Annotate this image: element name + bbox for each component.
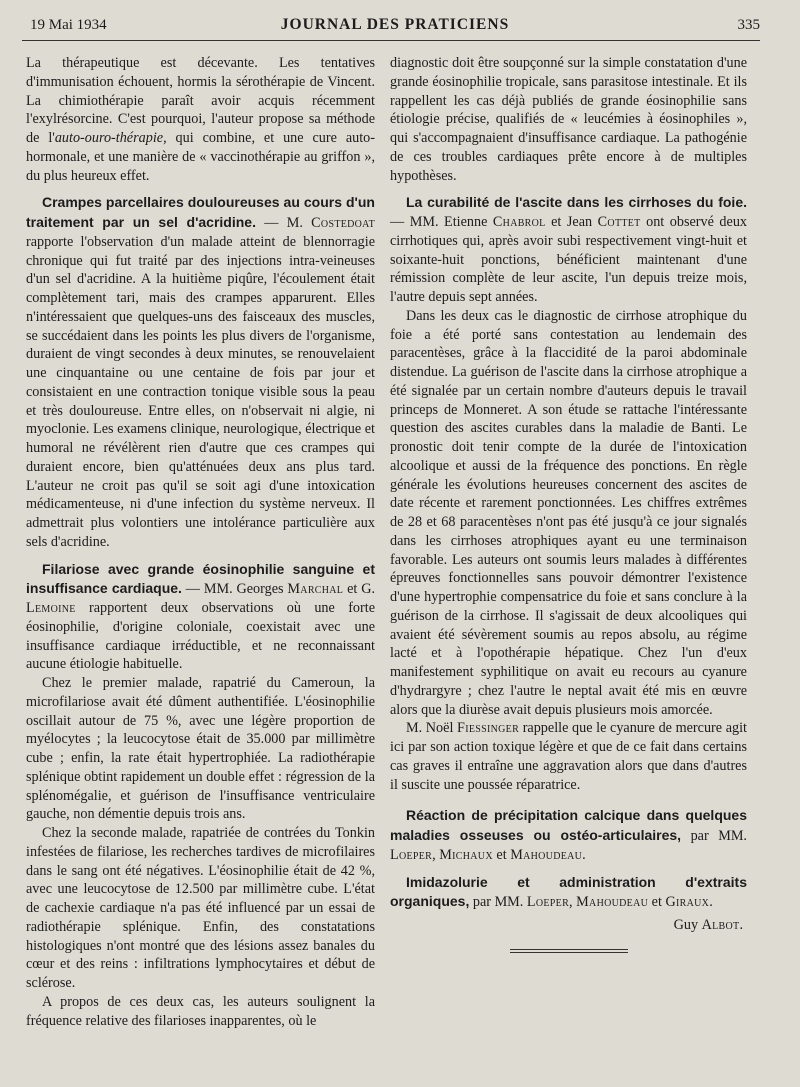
paragraph-seconde-malade: Chez la seconde malade, rapatriée de contrées du Tonkin infestées de filariose, les recherches tardives de microfilaires dans le sang ont été négatives. L'éosinophilie était de 42 %, avec une leucocytose de 12.500 par millimètre cube. L'état de cachexie cardiaque n'a pas été influencé par un essai de radiothérapie splénique. Enfin, des constatations histologiques n'ont montré que des lésions assez banales du cœur et des reins : infiltrations lymphocytaires et début de sclérose. [26, 825, 375, 991]
page-number: 335 [737, 17, 760, 33]
intro-paragraph: La thérapeutique est décevante. Les tentatives d'immunisation échouent, hormis la sérothérapie de Vincent. La chimiothérapie paraît avoir acquis récemment l'exylrésorcine. C'est pourquoi, l'auteur propose sa méthode de l'auto-ouro-thérapie, qui combine, et une cure auto-hormonale, et une manière de « vaccinothérapie au griffon », du plus heureux effet. [26, 55, 375, 184]
header-rule [22, 40, 760, 41]
author-name: Giraux [665, 894, 710, 911]
article-filariose: Filariose avec grande éosinophilie sanguine et insuffisance cardiaque. — MM. Georges Marchal et G. Lemoine rapportent deux observations où une forte éosinophilie, d'origine coloniale, coexistait avec une insuffisance cardiaque irréductible, et ne reconnaissant aucune étiologie habituelle. [26, 560, 375, 673]
paragraph-dans-les-deux-cas: Dans les deux cas le diagnostic de cirrhose atrophique du foie a été porté sans contestation au lendemain des paracentèses, grâce à la flaccidité de la paroi abdominale distendue. La guérison de l'ascite dans la cirrhose atrophique a été signalée par un certain nombre d'auteurs depuis le travail princeps de Monneret. A son étude se rattache l'intéressante question des ascites curables dans la maladie de Banti. Le pronostic doit tenir compte de la durée de l'intoxication alcoolique et aussi de la fréquence des ponctions. En règle générale les évolutions heureuses concernent des ascites de date récente et rarement ponctionnées. Les chiffres extrêmes de 28 et 68 paracentèses n'ont pas été jusqu'à ce jour signalés dans les cirrhoses atrophiques ayant eu une terminaison favorable. Les auteurs ont soumis leurs malades à différentes épreuves fonctionnelles sans pouvoir démontrer l'existence d'une hypertrophie compensatrice du foie et sans conclure à la guérison de la cirrhose. Il s'agissait de deux alcooliques qui avaient été sévèrement soumis au repos absolu, au régime lacté et à l'opothérapie hépatique. Chez l'un d'eux manifestement syphilitique on avait eu recours au cyanure d'hydrargyre ; chez l'autre le neptal avait été mis en œuvre alors que la diurèse avait depuis plusieurs mois amorcée. [390, 307, 747, 718]
author-name: Fiessinger [457, 720, 520, 737]
left-column [26, 54, 375, 1030]
article-crampes: Crampes parcellaires douloureuses au cours d'un traitement par un sel d'acridine. — M. Costedoat rapporte l'observation d'un malade atteint de blennorragie chronique qui fut traité par des injections intra-veineuses d'un sel d'acridine. A la huitième piqûre, l'écoulement était complètement tari, mais des crampes apparurent. Elles n'intéressaient que quelques-uns des faisceaux des muscles, se succédaient dans les points les plus divers de l'organisme, duraient de vingt secondes à deux minutes, se renouvelaient une cinquantaine ou une centaine de fois par jour et consistaient en une contraction tonique visible sous la peau et très douloureuse. Entre elles, on n'observait ni algie, ni myoclonie. Les examens clinique, neurologique, électrique et humoral ne révélèrent rien d'autre que ces crampes qui duraient encore, bien qu'atténuées deux ans plus tard. L'auteur ne croit pas qu'il se soit agi d'une intoxication médicamenteuse, ni d'une infection du système nerveux. Il admettrait plus volontiers une intolérance particulière aux sels d'acridine. [26, 194, 375, 550]
author-name: Mahoudeau [576, 894, 649, 911]
article-heading: La curabilité de l'ascite dans les cirrhoses du foie. [406, 194, 747, 211]
article-heading: Filariose avec grande éosinophilie sanguine et insuffisance cardiaque. [26, 560, 375, 597]
paragraph-fiessinger: M. Noël Fiessinger rappelle que le cyanure de mercure agit ici par son action toxique légère et que de ce fait dans certains cas graves il entraîne une aggravation alors que dans d'autres il suscite une poussée réparatrice. [390, 720, 747, 793]
author-name: Loeper [390, 846, 433, 863]
right-column [390, 54, 747, 953]
paragraph-a-propos: A propos de ces deux cas, les auteurs soulignent la fréquence relative des filarioses inapparentes, où le [26, 993, 375, 1029]
running-header [30, 14, 760, 38]
article-heading: Imidazolurie et administration d'extraits organiques, [390, 873, 747, 910]
paragraph-continued: diagnostic doit être soupçonné sur la simple constatation d'une grande éosinophilie tropicale, sans parasitose intestinale. Et ils rappellent les cas déjà publiés de grande éosinophilie sans étiologie précise, qualifiés de « leucémies à éosinophiles », qui s'accompagnaient d'insuffisance cardiaque. La pathogénie de ces troubles cardiaques prête encore à de multiples hypothèses. [390, 55, 747, 184]
paragraph-premier-malade: Chez le premier malade, rapatrié du Cameroun, la microfilariose avait été dûment authentifiée. L'éosinophilie oscillait autour de 75 %, avec une légère proportion de myélocytes ; la leucocytose était de 35.000 par millimètre cube ; enfin, la rate était hypertrophiée. La radiothérapie splénique obtint rapidement un double effet : régression de la splénomégalie, et guérison de l'insuffisance ventriculaire gauche, non démentie depuis trois ans. [26, 675, 375, 823]
author-name: Loeper [526, 894, 570, 911]
author-name: Costedoat [311, 215, 375, 231]
article-reaction-calcique: Réaction de précipitation calcique dans quelques maladies osseuses ou ostéo-articulaires, par MM. Loeper, Michaux et Mahoudeau. [390, 807, 747, 863]
signature: Guy Albot. [673, 917, 743, 933]
journal-title: JOURNAL DES PRATICIENS [280, 16, 510, 33]
end-rule [510, 949, 628, 953]
author-name: Cottet [597, 214, 641, 230]
author-name: Lemoine [26, 600, 76, 616]
article-imidazolurie: Imidazolurie et administration d'extraits organiques, par MM. Loeper, Mahoudeau et Giraux. [390, 873, 747, 911]
article-heading: Réaction de précipitation calcique dans quelques maladies osseuses ou ostéo-articulaires, [390, 807, 747, 843]
author-name: Chabrol [492, 214, 546, 230]
author-name: Mahoudeau [510, 846, 583, 863]
article-ascite: La curabilité de l'ascite dans les cirrhoses du foie. — MM. Etienne Chabrol et Jean Cottet ont observé deux cirrhotiques qui, après avoir subi respectivement vingt-huit et soixante-huit ponctions, bénéficient maintenant d'une rémission complète de leur ascite, l'un depuis treize mois, l'autre depuis sept années. [390, 194, 748, 305]
author-name: Michaux [439, 846, 493, 863]
issue-date: 19 Mai 1934 [30, 17, 107, 33]
article-heading: Crampes parcellaires douloureuses au cours d'un traitement par un sel d'acridine. [26, 194, 375, 230]
author-name: Marchal [287, 581, 344, 598]
